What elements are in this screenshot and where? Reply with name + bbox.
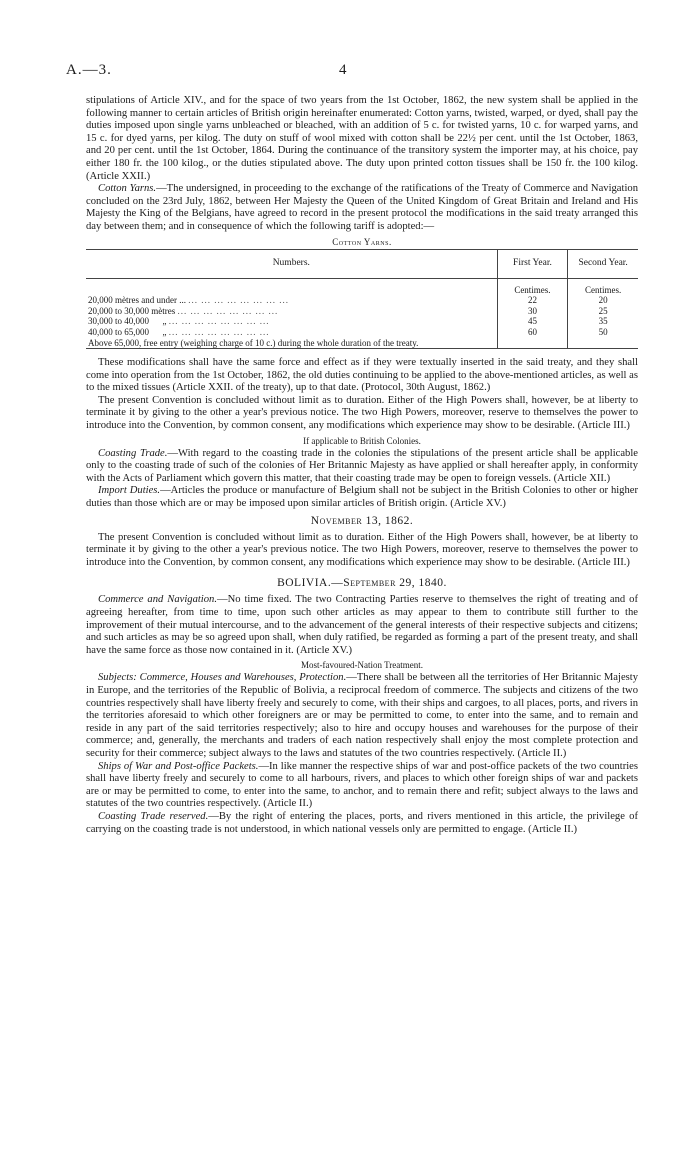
page-number: 4 [339,62,347,78]
ships-text: —In like manner the respective ships of war and post-office packets of the two countries shall have liberty freely and securely to come to all harbours, rivers, and places to which other foreign ships of war and packets are or may be permitted to come, to enter into the same, to anchor, and to remain there and refit; subject always to the laws and statutes of the two countries respectively. (Article II.) [86,760,638,810]
row-leader-dots: ... ... ... ... ... ... ... ... [168,316,270,327]
subjects-text: —There shall be between all the territories of Her Britannic Majesty in Europe, and the territories of the Republic of Bolivia, a reciprocal freedom of commerce. The subjects and citizens of the two countries respectively shall have liberty freely and securely to come, with their ships and cargoes, to all places, ports, and rivers in the territories aforesaid to which other foreigners are or may be permitted to come, to enter into the same, and to remain and reside in any part of the said territories respectively; also to hire and occupy houses and warehouses for the purpose of their commerce; and, generally, the merchants and traders of each nation respectively shall enjoy the most complete protection and security for their commerce; subject always to the laws and statutes of the two countries respectively. (Article II.) [86,672,639,759]
para-import-duties [86,485,638,510]
table-row [86,295,638,306]
row-leader-dots: ... ... ... ... ... ... ... ... [188,295,289,306]
row-leader-dots: ... ... ... ... ... ... ... ... [168,326,270,337]
reserved-lead: Coasting Trade reserved. [98,810,209,822]
subjects-lead: Subjects: Commerce, Houses and Warehouses, Protection. [98,672,347,684]
row-second-year: 20 [598,295,608,306]
row-label: 20,000 mètres and under ... [88,295,186,306]
row-label: 20,000 to 30,000 mètres [88,305,176,316]
table-title: Cotton Yarns. [332,236,392,247]
commerce-text: —No time fixed. The two Contracting Parties reserve to themselves the right of treating and of agreeing hereafter, from time to time, upon such other articles as may appear to them to contribute still further to the improvement of their mutual intercourse, and to the advancement of the general interests of their respective subjects and citizens; and such articles as may be so agreed upon shall, when duly ratified, be regarded as forming a part of the present treaty, and shall have the same force as those now contained in it. (Article XV.) [86,594,638,656]
bolivia-heading: BOLIVIA.—September 29, 1840. [277,577,447,590]
ships-lead: Ships of War and Post-office Packets. [98,760,259,772]
table-row [86,327,638,338]
body-column [86,95,638,836]
row-second-year: 25 [598,305,608,316]
cotton-yarns-text: —The undersigned, in proceeding to the exchange of the ratifications of the Treaty of Commerce and Navigation concluded on the 23rd July, 1862, between Her Majesty the Queen of the United Kingdom of Great Britain and Ireland and His Majesty the King of the Belgians, have agreed to record in the present protocol the modifications in the said treaty arranged this day between them; and in consequence of which the following tariff is adopted:— [86,183,638,232]
unit-second: Centimes. [585,284,622,295]
row-label: 30,000 to 40,000 „ [88,316,167,327]
table-footnote: Above 65,000, free entry (weighing charge of 10 c.) during the whole duration of the treaty. [86,338,497,349]
mfn-heading: Most-favoured-Nation Treatment. [301,660,423,671]
para-coasting-trade [86,448,638,486]
para-subjects [86,672,638,760]
row-second-year: 35 [598,316,608,327]
para-convention-2: The present Convention is concluded without limit as to duration. Either of the High Powers shall, however, be at liberty to terminate it by giving to the other a year's previous notice. The two High Powers, moreover, reserve to themselves the power to introduce into the Convention, by common consent, any modifications which experience may show to be desirable. (Article III.) [86,531,638,568]
row-second-year: 50 [598,326,608,337]
cotton-yarns-table [86,249,638,350]
row-first-year: 22 [497,295,568,306]
header-numbers: Numbers. [86,249,497,278]
para-modifications: These modifications shall have the same force and effect as if they were textually inserted in the said treaty, and they shall come into operation from the 1st October, 1862, the old duties continuing to be applied to the above-mentioned articles, as well as to the mixed tissues (Article XXII. of the treaty), up to that date. (Protocol, 30th August, 1862.) [86,357,638,394]
document-reference: A.—3. [66,62,112,78]
table-footnote-row [86,338,638,349]
para-ships-of-war [86,761,638,811]
commerce-lead: Commerce and Navigation. [98,594,217,606]
header-first-year: First Year. [497,249,568,278]
unit-first: Centimes. [497,285,568,296]
colonies-heading: If applicable to British Colonies. [303,435,421,446]
cotton-yarns-lead: Cotton Yarns. [98,183,157,195]
table-header-row [86,249,638,278]
import-lead: Import Duties. [98,485,161,497]
row-label: 40,000 to 65,000 „ [88,326,167,337]
import-text: —Articles the produce or manufacture of Belgium shall not be subject in the British Colonies to other or higher duties than those which are or may be imposed upon similar articles of British origin. (Article XV.) [86,485,639,510]
table-row [86,316,638,327]
para-commerce-navigation [86,594,638,657]
header-second-year: Second Year. [568,249,638,278]
reserved-text: —By the right of entering the places, ports, and rivers mentioned in this article, the privilege of carrying on the coasting trade is not understood, in which national vessels only are permitted to engage. (Article II.) [86,810,638,835]
para-coasting-reserved [86,811,638,836]
para-convention-1: The present Convention is concluded without limit as to duration. Either of the High Powers shall, however, be at liberty to terminate it by giving to the other a year's previous notice. The two High Powers, moreover, reserve to themselves the power to introduce into the Convention, by common consent, any modifications which experience may show to be desirable. (Article III.) [86,394,638,432]
row-first-year: 30 [497,306,568,317]
row-leader-dots: ... ... ... ... ... ... ... ... [177,305,279,316]
november-heading: November 13, 1862. [310,514,414,527]
row-first-year: 60 [497,327,568,338]
row-first-year: 45 [497,316,568,327]
table-units-row [86,285,638,296]
coasting-text: —With regard to the coasting trade in the colonies the stipulations of the present article shall be applicable only to the coasting trade of such of the colonies of Her Britannic Majesty as have applied or shall hereafter apply, in conformity with the Acts of Parliament which govern this matter, that their coasting trade may be open to foreign vessels. (Article XII.) [86,447,638,484]
para-intro: stipulations of Article XIV., and for the space of two years from the 1st October, 1862, the new system shall be applied in the following manner to certain articles of British origin hereinafter enumerated: Cotton yarns, twisted, warped, or dyed, shall pay the duties imposed upon single yarns unbleached or bleached, with an addition of 5 c. for twisted yarns, 10 c. for warped yarns, and 15 c. for dyed yarns, per kilog. The duty on stuff of wool mixed with cotton shall be 22½ per cent. until the 1st October, 1863, and 20 per cent. until the 1st October, 1864. During the continuance of the transitory system the importer may, at his choice, pay either 180 fr. the 100 kilog., or the duties stipulated above. The duty upon printed cotton tissues shall be 150 fr. the 100 kilog. (Article XXII.) [86,95,638,182]
table-row [86,306,638,317]
coasting-lead: Coasting Trade. [98,447,168,459]
para-cotton-yarns [86,183,638,233]
